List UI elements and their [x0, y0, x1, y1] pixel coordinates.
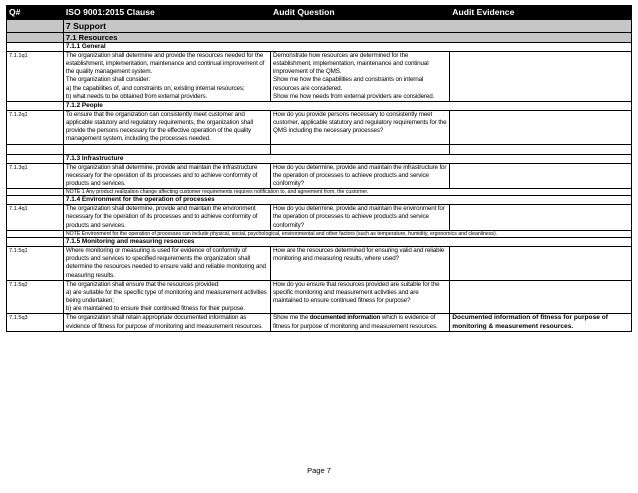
question-number: 7.1.3q1	[7, 163, 64, 188]
table-row	[7, 205, 632, 230]
header-clause: ISO 9001:2015 Clause	[63, 6, 270, 20]
table-row	[7, 52, 632, 102]
audit-evidence[interactable]: Documented information of fitness for purpose of monitoring & measurement resources.	[450, 314, 632, 331]
question-number: 7.1.2q1	[7, 110, 64, 144]
audit-evidence[interactable]	[450, 52, 632, 102]
clause-text: The organization shall determine, provide and maintain the environment necessary for the operation of its processes and to achieve conformity of products and services.	[63, 205, 270, 230]
subsection-row	[7, 33, 632, 43]
page-number: Page 7	[307, 466, 331, 475]
spacer-row	[7, 144, 632, 154]
question-text-post: which is evidence of fitness for purpose of monitoring and measurement resources.	[273, 314, 438, 330]
clause-heading: 7.1.1 General	[63, 43, 631, 52]
audit-evidence[interactable]	[450, 247, 632, 281]
note-row	[7, 189, 632, 196]
section-row	[7, 20, 632, 33]
header-evidence: Audit Evidence	[450, 6, 632, 20]
question-text-bold: documented information	[309, 314, 381, 322]
clause-heading-row	[7, 238, 632, 247]
clause-heading: 7.1.5 Monitoring and measuring resources	[63, 238, 631, 247]
note-text: NOTE 1 Any product realization change affecting customer requirements requires notification to, and agreement from, the customer.	[63, 189, 631, 196]
header-question: Audit Question	[271, 6, 450, 20]
clause-text: The organization shall determine, provide and maintain the infrastructure necessary for the operation of its processes and to achieve conformity of products and services.	[63, 163, 270, 188]
audit-question: How do you determine, provide and maintain the infrastructure for the operation of processes to achieve products and service conformity?	[271, 163, 450, 188]
audit-question: How do you provide persons necessary to consistently meet customer, applicable statutory and regulatory requirements for the QMS including the necessary processes?	[271, 110, 450, 144]
clause-heading: 7.1.3 Infrastructure	[63, 154, 631, 163]
audit-evidence[interactable]	[450, 280, 632, 314]
clause-text: Where monitoring or measuring is used for evidence of conformity of products and services to specified requirements the organization shall determine the resources needed to ensure valid and reliable monitoring and measuring results.	[63, 247, 270, 281]
table-row	[7, 314, 632, 331]
subsection-blank	[7, 33, 64, 43]
clause-heading-row	[7, 43, 632, 52]
table-row	[7, 280, 632, 314]
clause-text: The organization shall ensure that the resources provided: a) are suitable for the specific type of monitoring and measurement activities being undertaken; b) are maintained to ensure their continued fitness for their purpose.	[63, 280, 270, 314]
table-row	[7, 163, 632, 188]
audit-question: Demonstrate how resources are determined for the establishment, implementation, maintenance and continual improvement of the QMS. Show me how the capabilities and constraints on internal resources are considered. Show me how needs from external providers are considered.	[271, 52, 450, 102]
question-text-pre: Show me the	[273, 314, 310, 322]
clause-text: The organization shall determine and provide the resources needed for the establishment, implementation, maintenance and continual improvement of the quality management system. The organization shall consider: a) the capabilities of, and constraints on, existing internal resources; b) what needs to be obtained from external providers.	[63, 52, 270, 102]
clause-heading-row	[7, 154, 632, 163]
header-q: Q#	[7, 6, 64, 20]
table-row	[7, 247, 632, 281]
header-row	[7, 6, 632, 20]
audit-evidence[interactable]	[450, 110, 632, 144]
audit-question	[271, 314, 450, 331]
audit-question: How do you ensure that resources provided are suitable for the specific monitoring and measurement activities and are maintained to ensure continued fitness for purpose?	[271, 280, 450, 314]
note-row	[7, 230, 632, 237]
question-number: 7.1.5q2	[7, 280, 64, 314]
question-number: 7.1.5q1	[7, 247, 64, 281]
question-number: 7.1.4q1	[7, 205, 64, 230]
subsection-title: 7.1 Resources	[63, 33, 631, 43]
audit-evidence[interactable]	[450, 163, 632, 188]
audit-checklist-table	[6, 5, 632, 332]
clause-heading: 7.1.2 People	[63, 101, 631, 110]
audit-question: How are the resources determined for ensuring valid and reliable monitoring and measuring results, where used?	[271, 247, 450, 281]
clause-text: To ensure that the organization can consistently meet customer and applicable statutory and regulatory requirements, the organization shall provide the persons necessary for the effective operation of the quality management system, including the processes needed.	[63, 110, 270, 144]
audit-question: How do you determine, provide and maintain the environment for the operation of processes to achieve products and service conformity?	[271, 205, 450, 230]
section-title: 7 Support	[63, 20, 631, 33]
clause-heading-row	[7, 196, 632, 205]
audit-evidence[interactable]	[450, 205, 632, 230]
clause-heading: 7.1.4 Environment for the operation of processes	[63, 196, 631, 205]
clause-heading-row	[7, 101, 632, 110]
table-row	[7, 110, 632, 144]
section-blank	[7, 20, 64, 33]
question-number: 7.1.1q1	[7, 52, 64, 102]
note-text: NOTE Environment for the operation of processes can include physical, social, psychological, environmental and other factors (such as temperature, humidity, ergonomics and cleanliness).	[63, 230, 631, 237]
question-number: 7.1.5q3	[7, 314, 64, 331]
clause-text: The organization shall retain appropriate documented information as evidence of fitness for purpose of monitoring and measurement resources.	[63, 314, 270, 331]
